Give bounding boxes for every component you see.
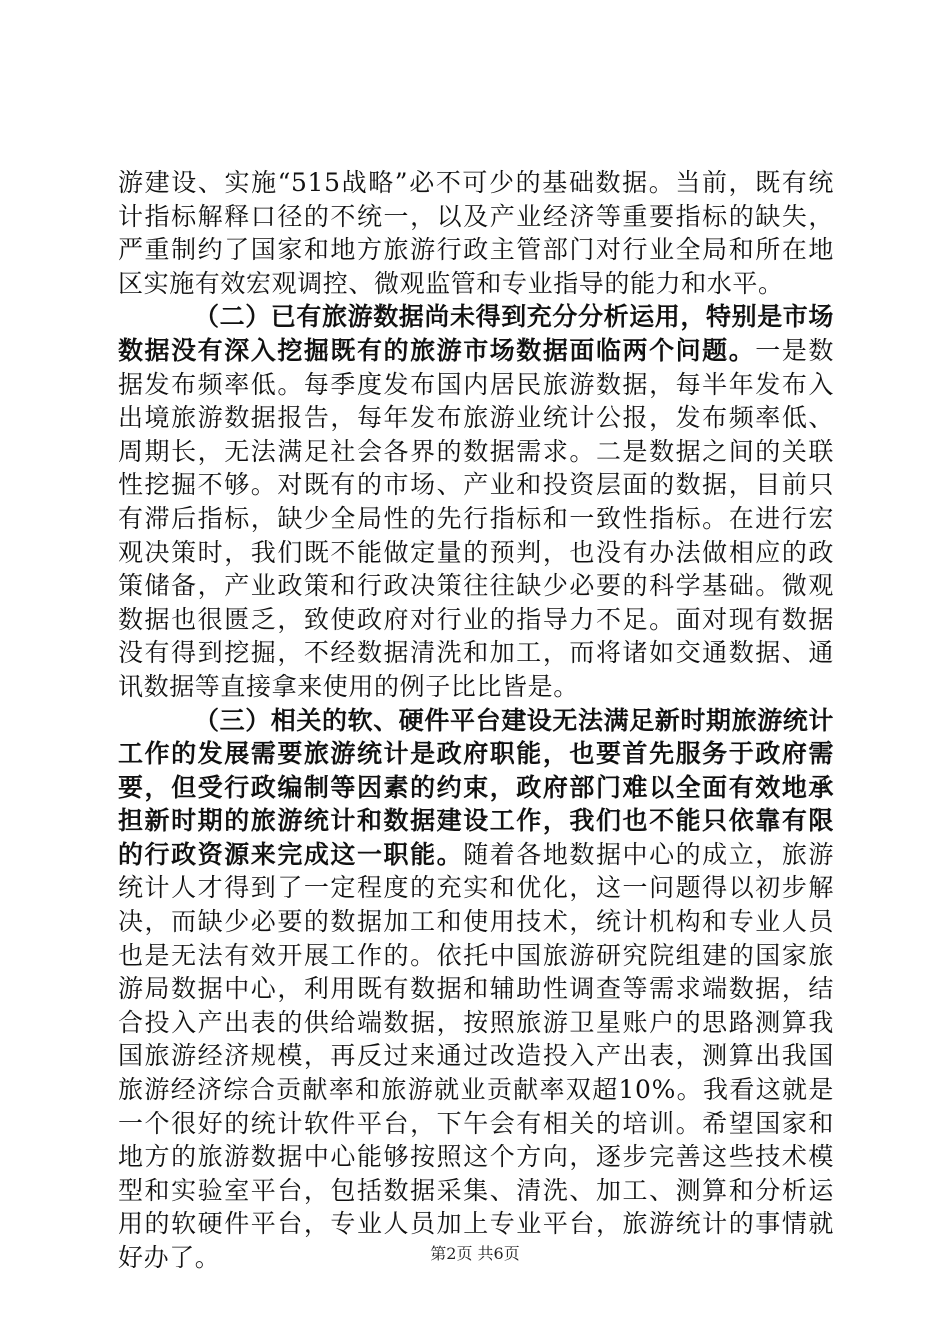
document-body	[118, 166, 834, 1275]
section-heading-two: （二）已有旅游数据尚未得到充分分析运用，特别是市场数据没有深入挖掘既有的旅游市场数据面临两个问题。	[118, 302, 835, 365]
paragraph-section-two	[118, 300, 834, 703]
section-heading-three: （三）相关的软、硬件平台建设无法满足新时期旅游统计工作的发展需要旅游统计是政府职能，也要首先服务于政府需要，但受行政编制等因素的约束，政府部门难以全面有效地承担新时期的旅游统计和数据建设工作，我们也不能只依靠有限的行政资源来完成这一职能。	[118, 705, 835, 869]
paragraph-body-text: 游建设、实施“515战略”必不可少的基础数据。当前，既有统计指标解释口径的不统一，以及产业经济等重要指标的缺失，严重制约了国家和地方旅游行政主管部门对行业全局和所在地区实施有效宏观调控、微观监管和专业指导的能力和水平。	[118, 168, 834, 298]
page-number-label: 第2页 共6页	[430, 1244, 520, 1263]
paragraph-body-text: 随着各地数据中心的成立，旅游统计人才得到了一定程度的充实和优化，这一问题得以初步解决，而缺少必要的数据加工和使用技术，统计机构和专业人员也是无法有效开展工作的。依托中国旅游研究院组建的国家旅游局数据中心，利用既有数据和辅助性调查等需求端数据，结合投入产出表的供给端数据，按照旅游卫星账户的思路测算我国旅游经济规模，再反过来通过改造投入产出表，测算出我国旅游经济综合贡献率和旅游就业贡献率双超10%。我看这就是一个很好的统计软件平台，下午会有相关的培训。希望国家和地方的旅游数据中心能够按照这个方向，逐步完善这些技术模型和实验室平台，包括数据采集、清洗、加工、测算和分析运用的软硬件平台，专业人员加上专业平台，旅游统计的事情就好办了。	[118, 839, 834, 1272]
paragraph-continuation	[118, 166, 834, 300]
page-footer	[0, 1244, 950, 1264]
paragraph-section-three	[118, 704, 834, 1275]
paragraph-body-text: 一是数据发布频率低。每季度发布国内居民旅游数据，每半年发布入出境旅游数据报告，每年发布旅游业统计公报，发布频率低、周期长，无法满足社会各界的数据需求。二是数据之间的关联性挖掘不够。对既有的市场、产业和投资层面的数据，目前只有滞后指标，缺少全局性的先行指标和一致性指标。在进行宏观决策时，我们既不能做定量的预判，也没有办法做相应的政策储备，产业政策和行政决策往往缺少必要的科学基础。微观数据也很匮乏，致使政府对行业的指导力不足。面对现有数据没有得到挖掘，不经数据清洗和加工，而将诸如交通数据、通讯数据等直接拿来使用的例子比比皆是。	[118, 335, 834, 701]
